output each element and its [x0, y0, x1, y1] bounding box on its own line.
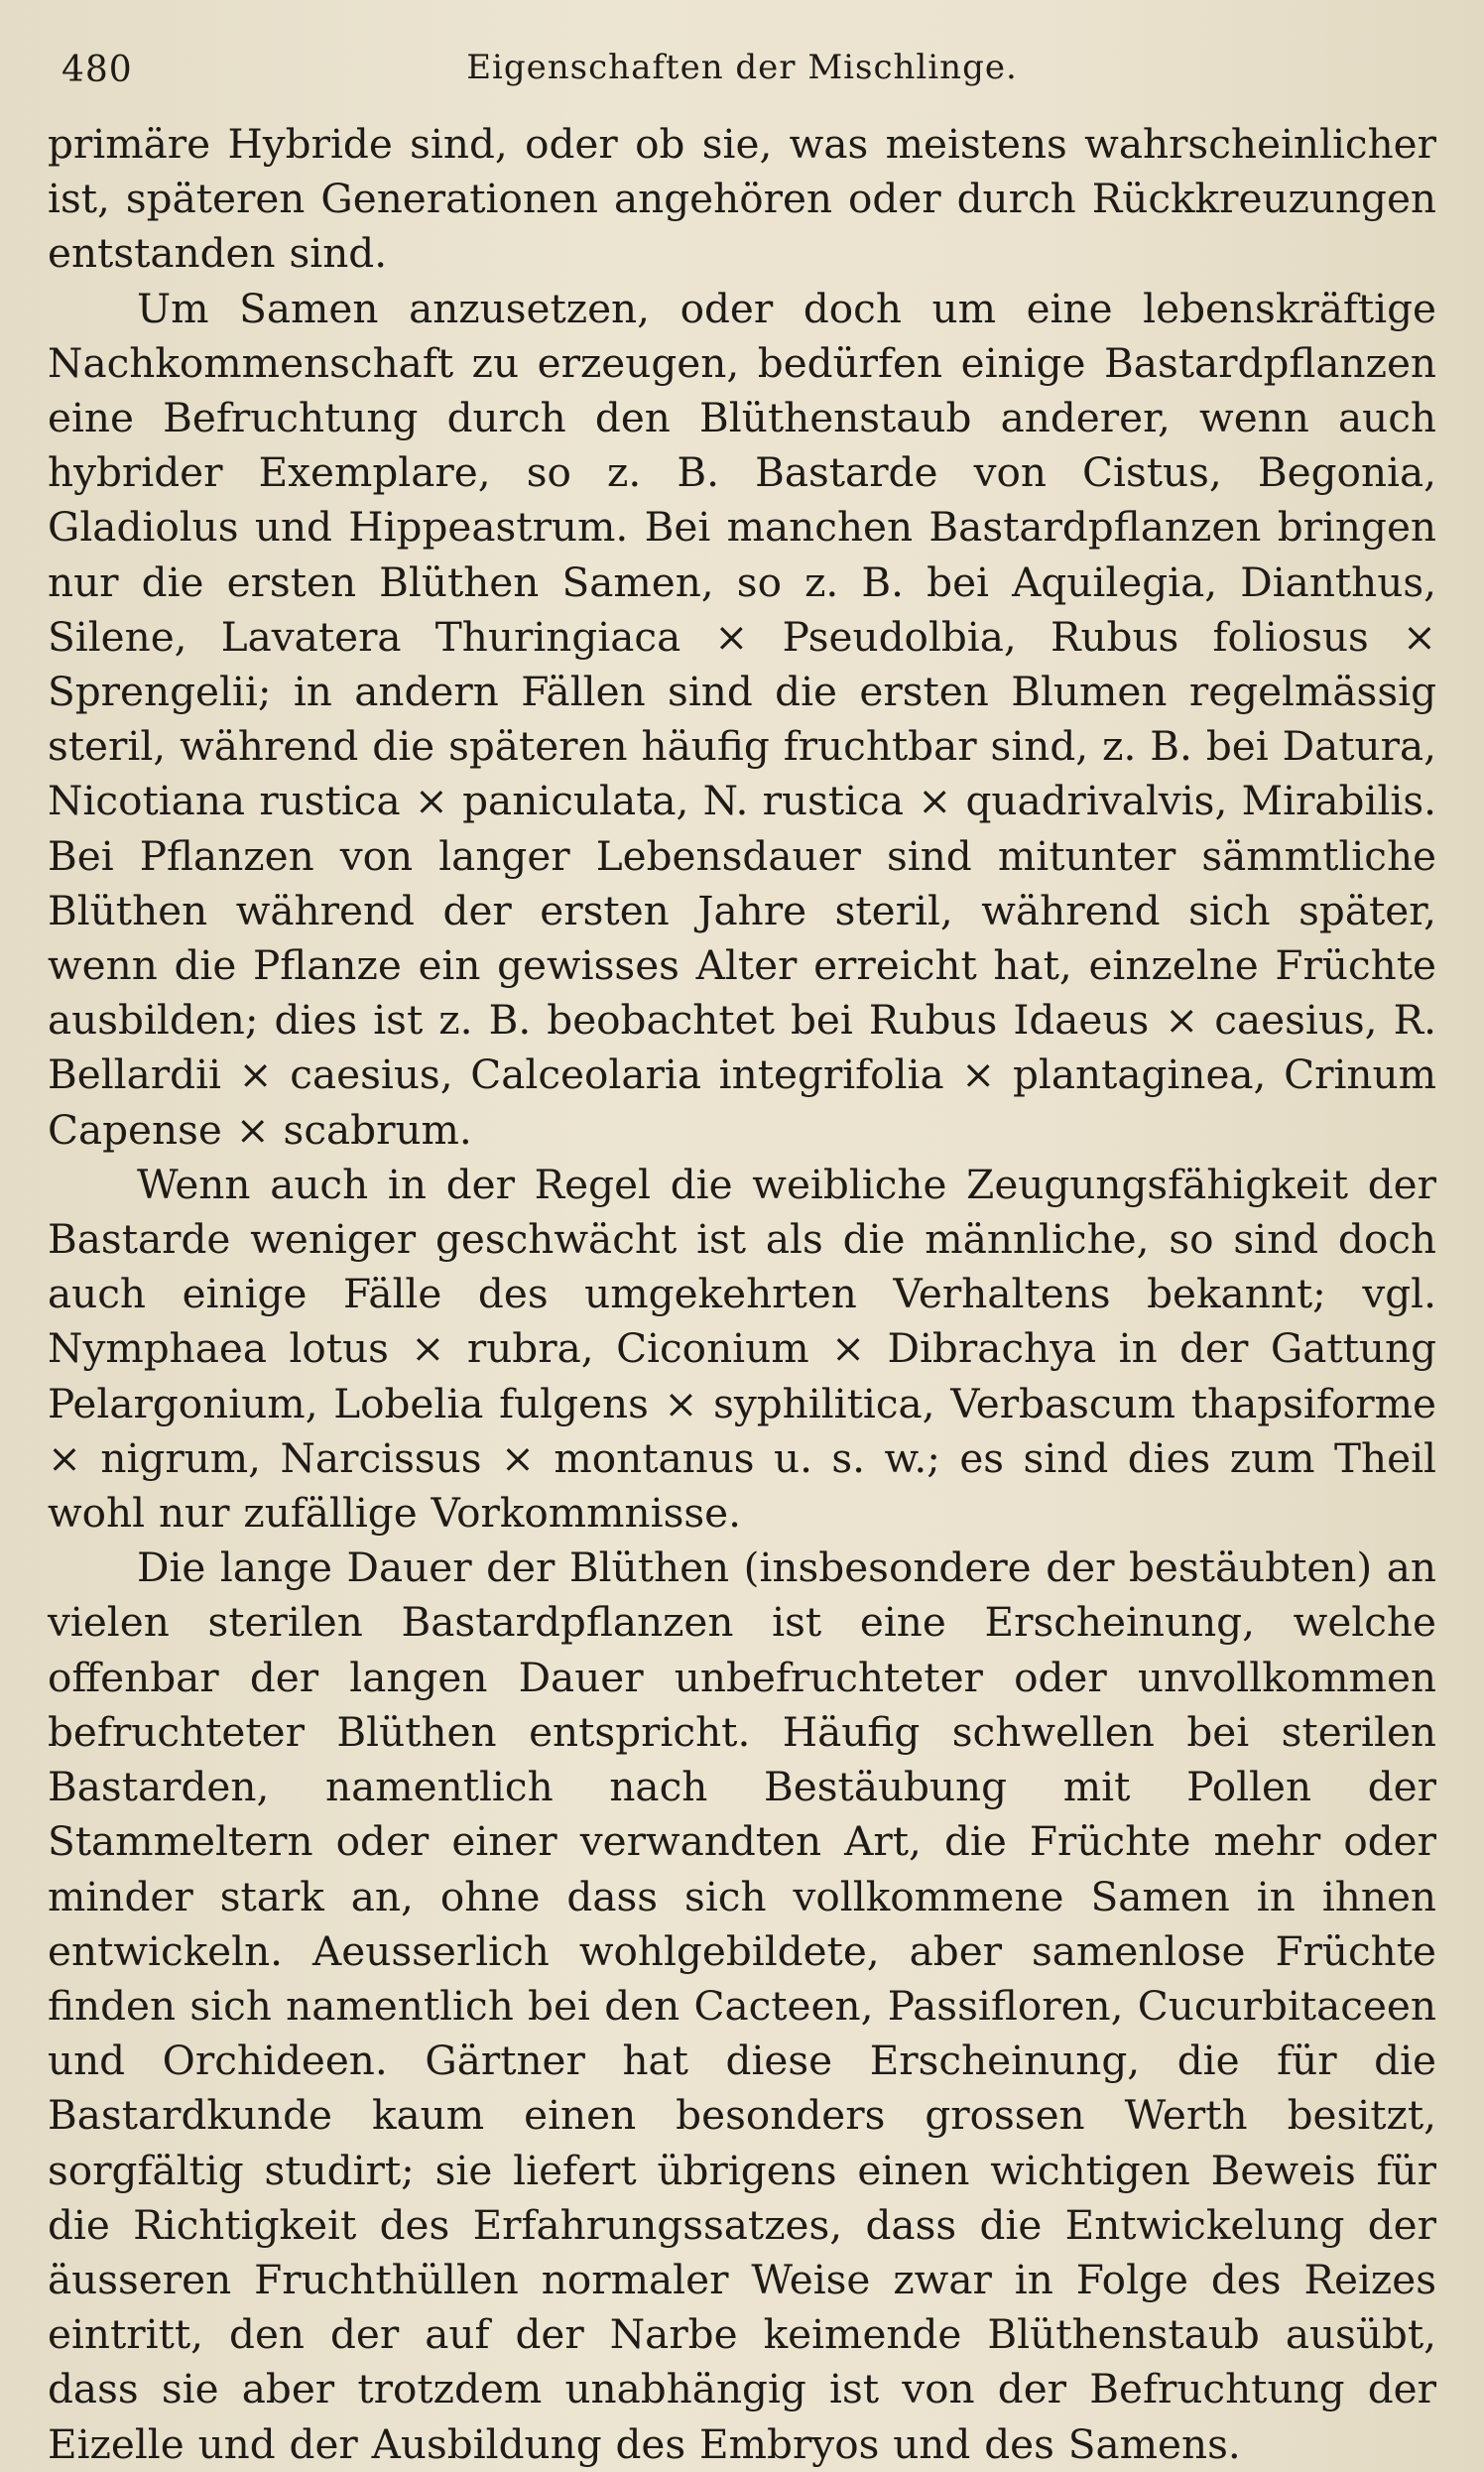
page-number: 480 [62, 50, 133, 90]
paragraph-3: Wenn auch in der Regel die weibliche Zeugungsfähigkeit der Bastarde weniger geschwächt ist als die männliche, so sind doch auch einige Fälle des umgekehrten Verhaltens bekannt; vgl. Nymphaea lotus × rubra, Ciconium × Dibrachya in der Gattung Pelargonium, Lobelia fulgens × syphilitica, Verbascum thapsiforme × nigrum, Narcissus × montanus u. s. w.; es sind dies zum Theil wohl nur zufällige Vorkommnisse. [48, 1160, 1436, 1538]
page-header [48, 44, 1436, 99]
paragraph-2: Um Samen anzusetzen, oder doch um eine lebenskräftige Nachkommenschaft zu erzeugen, bedürfen einige Bastardpflanzen eine Befruchtung durch den Blüthenstaub anderer, wenn auch hybrider Exemplare, so z. B. Bastarde von Cistus, Begonia, Gladiolus und Hippeastrum. Bei manchen Bastardpflanzen bringen nur die ersten Blüthen Samen, so z. B. bei Aquilegia, Dianthus, Silene, Lavatera Thuringiaca × Pseudolbia, Rubus foliosus × Sprengelii; in andern Fällen sind die ersten Blumen regelmässig steril, während die späteren häufig fruchtbar sind, z. B. bei Datura, Nicotiana rustica × paniculata, N. rustica × quadrivalvis, Mirabilis. Bei Pflanzen von langer Lebensdauer sind mitunter sämmtliche Blüthen während der ersten Jahre steril, während sich später, wenn die Pflanze ein gewisses Alter erreicht hat, einzelne Früchte ausbilden; dies ist z. B. beobachtet bei Rubus Idaeus × caesius, R. Bellardii × caesius, Calceolaria integrifolia × plantaginea, Crinum Capense × scabrum. [48, 284, 1436, 1154]
paragraph-1: primäre Hybride sind, oder ob sie, was meistens wahrscheinlicher ist, späteren Generationen angehören oder durch Rückkreuzungen entstanden sind. [48, 120, 1436, 278]
running-title: Eigenschaften der Mischlinge. [466, 48, 1018, 87]
body-text [48, 117, 1436, 2472]
paragraph-4: Die lange Dauer der Blüthen (insbesondere der bestäubten) an vielen sterilen Bastardpflanzen ist eine Erscheinung, welche offenbar der langen Dauer unbefruchteter oder unvollkommen befruchteter Blüthen entspricht. Häufig schwellen bei sterilen Bastarden, namentlich nach Bestäubung mit Pollen der Stammeltern oder einer verwandten Art, die Früchte mehr oder minder stark an, ohne dass sich vollkommene Samen in ihnen entwickeln. Aeusserlich wohlgebildete, aber samenlose Früchte finden sich namentlich bei den Cacteen, Passifloren, Cucurbitaceen und Orchideen. Gärtner hat diese Erscheinung, die für die Bastardkunde kaum einen besonders grossen Werth besitzt, sorgfältig studirt; sie liefert übrigens einen wichtigen Beweis für die Richtigkeit des Erfahrungssatzes, dass die Entwickelung der äusseren Fruchthüllen normaler Weise zwar in Folge des Reizes eintritt, den der auf der Narbe keimende Blüthenstaub ausübt, dass sie aber trotzdem unabhängig ist von der Befruchtung der Eizelle und der Ausbildung des Embryos und des Samens. [48, 1544, 1436, 2468]
